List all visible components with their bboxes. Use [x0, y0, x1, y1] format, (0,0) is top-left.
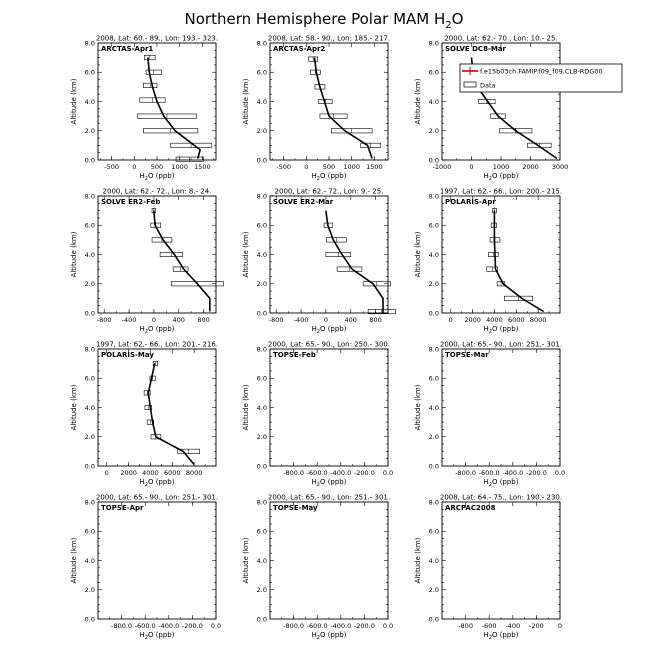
y-tick-label: 6.0	[428, 221, 439, 230]
x-axis-label	[140, 631, 175, 641]
x-axis-label-sub: 2	[144, 482, 148, 488]
y-tick-label: 6.0	[256, 527, 267, 536]
x-axis-label-h: H	[139, 631, 145, 639]
y-tick-label: 2.0	[256, 127, 267, 136]
x-tick-label: -800	[96, 316, 112, 324]
x-tick-label: -600.0	[134, 622, 156, 630]
panel-header: 1997, Lat: 62.- 66., Lon: 201.- 216.	[95, 340, 219, 349]
panel-header: 2000, Lat: 65.- 90., Lon: 251.- 301.	[95, 493, 219, 502]
y-axis-label: Altitude (km)	[242, 537, 250, 584]
panel-12	[414, 494, 562, 642]
y-axis-label: Altitude (km)	[70, 78, 78, 125]
y-axis-label: Altitude (km)	[242, 231, 250, 278]
y-tick-label: 2.0	[84, 586, 95, 595]
panel-header: 2008, Lat: 58.- 90., Lon: 185.- 217.	[267, 34, 391, 43]
y-tick-label: 8.0	[84, 498, 95, 507]
panel-header: 2008, Lat: 60.- 89., Lon: 193.- 323.	[95, 34, 219, 43]
x-tick-label: -800.0	[283, 469, 305, 477]
x-tick-label: -400	[505, 622, 521, 630]
x-axis-label-tail: O (ppb)	[491, 325, 519, 333]
panel-3	[414, 35, 568, 183]
x-tick-label: 1000	[492, 163, 510, 171]
x-tick-label: 0	[151, 316, 156, 324]
y-tick-label: 4.0	[84, 403, 95, 412]
plot-frame	[270, 502, 388, 619]
y-tick-label: 6.0	[84, 374, 95, 383]
x-axis-label	[484, 325, 519, 335]
figure-title-main: Northern Hemisphere Polar MAM H	[184, 10, 446, 28]
x-axis-label	[140, 325, 175, 335]
figure-title-sub: 2	[445, 20, 452, 31]
plot-frame	[270, 349, 388, 466]
x-tick-label: -800	[458, 622, 473, 630]
y-tick-label: 0.0	[84, 156, 95, 165]
panel-label: POLARIS-May	[101, 351, 154, 359]
y-axis-label: Altitude (km)	[414, 78, 422, 125]
x-tick-label: 3000	[551, 163, 569, 171]
x-axis-label-h: H	[483, 478, 489, 486]
panel-label: POLARIS-Apr	[445, 198, 496, 206]
y-tick-label: 6.0	[256, 374, 267, 383]
x-axis-label-tail: O (ppb)	[147, 478, 175, 486]
x-axis-label-tail: O (ppb)	[491, 172, 519, 180]
x-tick-label: -400.0	[330, 469, 352, 477]
x-axis-label-tail: O (ppb)	[491, 631, 519, 639]
x-tick-label: -600.0	[306, 469, 328, 477]
x-tick-label: -200.0	[181, 622, 203, 630]
y-tick-label: 6.0	[428, 68, 439, 77]
y-tick-label: 8.0	[428, 192, 439, 201]
x-axis-label-tail: O (ppb)	[147, 172, 175, 180]
x-axis-label-tail: O (ppb)	[319, 631, 347, 639]
panel-header: 2000, Lat: 62.- 72., Lon: 9.- 25.	[274, 187, 384, 196]
x-axis-label-sub: 2	[488, 176, 492, 182]
y-tick-label: 8.0	[256, 192, 267, 201]
panel-6	[414, 188, 562, 336]
x-axis-label	[484, 631, 519, 641]
x-axis-label-sub: 2	[316, 329, 320, 335]
x-axis-label	[312, 325, 347, 335]
y-tick-label: 6.0	[84, 221, 95, 230]
x-tick-label: 1000	[343, 163, 360, 171]
plot-frame	[442, 196, 560, 313]
panel-header: 2000, Lat: 62.- 72., Lon: 8.- 24.	[102, 187, 212, 196]
x-tick-label: 800	[197, 316, 210, 324]
y-tick-label: 4.0	[256, 97, 267, 106]
y-tick-label: 0.0	[256, 156, 267, 165]
x-axis-label-sub: 2	[316, 176, 320, 182]
y-axis-label: Altitude (km)	[414, 537, 422, 584]
y-tick-label: 2.0	[84, 433, 95, 442]
panel-10	[70, 494, 221, 642]
plot-frame	[98, 196, 216, 313]
x-tick-label: 0.0	[210, 622, 222, 630]
x-tick-label: 0.0	[382, 622, 394, 630]
x-tick-label: -400	[293, 316, 309, 324]
x-axis-label-tail: O (ppb)	[319, 172, 347, 180]
x-tick-label: -200.0	[353, 622, 375, 630]
panel-label: SOLVE ER2-Mar	[273, 198, 334, 206]
y-tick-label: 4.0	[428, 556, 439, 565]
y-tick-label: 6.0	[256, 68, 267, 77]
x-tick-label: 500	[150, 163, 164, 171]
y-tick-label: 8.0	[256, 345, 267, 354]
panels	[70, 35, 568, 642]
x-axis-label	[484, 478, 519, 488]
y-tick-label: 0.0	[256, 462, 267, 471]
x-tick-label: 0	[132, 163, 137, 171]
x-axis-label-h: H	[311, 172, 317, 180]
y-tick-label: 4.0	[256, 556, 267, 565]
x-tick-label: 0	[323, 316, 328, 324]
panel-header: 2000, Lat: 65.- 90., Lon: 250.- 300.	[267, 340, 391, 349]
x-tick-label: -200	[529, 622, 544, 630]
x-tick-label: -800.0	[111, 622, 133, 630]
plot-frame	[98, 349, 216, 466]
x-axis-label-h: H	[483, 325, 489, 333]
y-tick-label: 2.0	[428, 433, 439, 442]
y-tick-label: 8.0	[256, 39, 267, 48]
y-axis-label: Altitude (km)	[70, 537, 78, 584]
x-tick-label: 0	[448, 316, 453, 324]
y-axis-label: Altitude (km)	[414, 384, 422, 431]
x-axis-label	[312, 631, 347, 641]
panel-label: SOLVE ER2-Feb	[101, 198, 161, 206]
x-axis-label-tail: O (ppb)	[319, 325, 347, 333]
panel-label: ARCTAS-Apr1	[101, 45, 154, 53]
plot-frame	[98, 502, 216, 619]
x-axis-label	[484, 172, 519, 182]
y-tick-label: 0.0	[84, 462, 95, 471]
x-axis-label	[140, 172, 175, 182]
y-tick-label: 4.0	[428, 250, 439, 259]
x-axis-label-tail: O (ppb)	[319, 478, 347, 486]
x-tick-label: 4000	[486, 316, 503, 324]
y-tick-label: 8.0	[428, 39, 439, 48]
y-tick-label: 4.0	[84, 97, 95, 106]
y-tick-label: 4.0	[84, 250, 95, 259]
y-axis-label: Altitude (km)	[242, 78, 250, 125]
y-tick-label: 4.0	[428, 97, 439, 106]
x-tick-label: 0	[469, 163, 474, 171]
y-tick-label: 6.0	[84, 68, 95, 77]
x-axis-label-h: H	[311, 478, 317, 486]
y-tick-label: 2.0	[84, 280, 95, 289]
y-axis-label: Altitude (km)	[70, 231, 78, 278]
x-tick-label: -400.0	[330, 622, 352, 630]
y-tick-label: 6.0	[256, 221, 267, 230]
x-axis-label-h: H	[139, 478, 145, 486]
x-axis-label-sub: 2	[316, 635, 320, 641]
legend-data-label: Data	[480, 81, 496, 90]
x-tick-label: 0	[304, 163, 309, 171]
x-tick-label: -600.0	[306, 622, 328, 630]
panel-1	[70, 35, 218, 183]
x-tick-label: 1500	[194, 163, 211, 171]
y-tick-label: 6.0	[428, 527, 439, 536]
panel-label: SOLVE DC8-Mar	[445, 45, 506, 53]
panel-8	[242, 341, 393, 489]
x-tick-label: 0.0	[554, 469, 566, 477]
legend	[460, 64, 622, 92]
y-tick-label: 2.0	[256, 586, 267, 595]
panel-header: 2008, Lat: 64.- 75., Lon: 190.- 230.	[439, 493, 563, 502]
model-profile	[326, 211, 383, 313]
x-tick-label: 8000	[529, 316, 547, 324]
x-tick-label: -800.0	[455, 469, 477, 477]
x-tick-label: 1500	[366, 163, 383, 171]
panel-label: TOPSE-May	[273, 504, 318, 512]
x-tick-label: 2000	[464, 316, 481, 324]
x-tick-label: -800	[268, 316, 284, 324]
x-tick-label: 2000	[522, 163, 539, 171]
panel-label: ARCPAC2008	[445, 504, 496, 512]
y-tick-label: 2.0	[428, 127, 439, 136]
legend-model-label: f.e15b03ch.FAMIP.f09_f09.CLB-RDG00	[480, 67, 603, 76]
x-tick-label: 6000	[164, 469, 181, 477]
x-tick-label: -200.0	[525, 469, 547, 477]
x-tick-label: -500	[104, 163, 119, 171]
x-axis-label-sub: 2	[144, 635, 148, 641]
x-tick-label: -600	[481, 622, 497, 630]
y-tick-label: 0.0	[428, 156, 439, 165]
y-tick-label: 0.0	[256, 615, 267, 624]
y-axis-label: Altitude (km)	[414, 231, 422, 278]
plot-frame	[270, 196, 388, 313]
x-axis-label-tail: O (ppb)	[147, 631, 175, 639]
x-tick-label: -800.0	[283, 622, 305, 630]
y-tick-label: 0.0	[84, 309, 95, 318]
panel-7	[70, 341, 218, 489]
x-tick-label: 400	[344, 316, 357, 324]
x-tick-label: 800	[369, 316, 382, 324]
panel-header: 2000, Lat: 62.- 70., Lon: 10.- 25.	[444, 34, 558, 43]
y-tick-label: 8.0	[428, 498, 439, 507]
x-axis-label-h: H	[139, 325, 145, 333]
panel-9	[414, 341, 565, 489]
panel-header: 1997, Lat: 62.- 66., Lon: 200.- 215.	[439, 187, 563, 196]
x-axis-label-sub: 2	[144, 176, 148, 182]
y-tick-label: 8.0	[84, 192, 95, 201]
x-tick-label: -400	[121, 316, 137, 324]
x-tick-label: -400.0	[502, 469, 524, 477]
y-tick-label: 8.0	[84, 345, 95, 354]
figure-title-tail: O	[451, 10, 464, 28]
x-tick-label: 2000	[120, 469, 137, 477]
y-tick-label: 0.0	[256, 309, 267, 318]
x-tick-label: 6000	[508, 316, 525, 324]
model-profile	[494, 211, 543, 312]
x-tick-label: 1000	[171, 163, 188, 171]
y-tick-label: 0.0	[84, 615, 95, 624]
x-tick-label: 400	[172, 316, 185, 324]
y-tick-label: 0.0	[428, 309, 439, 318]
y-tick-label: 4.0	[428, 403, 439, 412]
x-axis-label-h: H	[483, 172, 489, 180]
panel-label: ARCTAS-Apr2	[273, 45, 326, 53]
y-tick-label: 6.0	[428, 374, 439, 383]
x-tick-label: -500	[276, 163, 291, 171]
x-tick-label: -1000	[432, 163, 452, 171]
y-axis-label: Altitude (km)	[70, 384, 78, 431]
x-tick-label: 8000	[185, 469, 203, 477]
x-axis-label-sub: 2	[316, 482, 320, 488]
plot-frame	[442, 349, 560, 466]
panel-label: TOPSE-Mar	[445, 351, 489, 359]
y-tick-label: 4.0	[256, 250, 267, 259]
panel-2	[242, 35, 390, 183]
x-axis-label-h: H	[139, 172, 145, 180]
x-tick-label: -600.0	[478, 469, 500, 477]
panel-header: 2000, Lat: 65.- 90., Lon: 251.- 301.	[439, 340, 563, 349]
x-tick-label: 0.0	[382, 469, 394, 477]
panel-11	[242, 494, 393, 642]
y-tick-label: 8.0	[256, 498, 267, 507]
x-tick-label: 4000	[142, 469, 159, 477]
y-tick-label: 2.0	[256, 280, 267, 289]
y-tick-label: 4.0	[256, 403, 267, 412]
x-axis-label	[312, 478, 347, 488]
x-axis-label-sub: 2	[488, 482, 492, 488]
x-axis-label-h: H	[311, 631, 317, 639]
y-tick-label: 2.0	[428, 280, 439, 289]
x-axis-label-sub: 2	[488, 635, 492, 641]
y-tick-label: 8.0	[428, 345, 439, 354]
y-tick-label: 2.0	[256, 433, 267, 442]
plot-frame	[442, 43, 560, 160]
x-axis-label-sub: 2	[488, 329, 492, 335]
x-axis-label-h: H	[483, 631, 489, 639]
x-axis-label-sub: 2	[144, 329, 148, 335]
x-axis-label-tail: O (ppb)	[147, 325, 175, 333]
model-profile	[154, 211, 210, 312]
y-tick-label: 6.0	[84, 527, 95, 536]
panel-5	[242, 188, 395, 336]
plot-frame	[442, 502, 560, 619]
y-tick-label: 0.0	[428, 615, 439, 624]
x-axis-label	[312, 172, 347, 182]
x-axis-label-tail: O (ppb)	[491, 478, 519, 486]
y-tick-label: 2.0	[84, 127, 95, 136]
x-tick-label: 0	[104, 469, 109, 477]
panel-4	[70, 188, 223, 336]
model-profile	[315, 58, 373, 159]
y-axis-label: Altitude (km)	[242, 384, 250, 431]
x-tick-label: -200.0	[353, 469, 375, 477]
x-tick-label: 0	[557, 622, 563, 630]
figure-title	[185, 10, 464, 31]
y-tick-label: 8.0	[84, 39, 95, 48]
panel-label: TOPSE-Feb	[273, 351, 316, 359]
x-axis-label	[140, 478, 175, 488]
x-axis-label-h: H	[311, 325, 317, 333]
plot-frame	[270, 43, 388, 160]
panel-header: 2000, Lat: 65.- 90., Lon: 251.- 301.	[267, 493, 391, 502]
panel-label: TOPSE-Apr	[101, 504, 144, 512]
y-tick-label: 2.0	[428, 586, 439, 595]
y-tick-label: 0.0	[428, 462, 439, 471]
y-tick-label: 4.0	[84, 556, 95, 565]
x-tick-label: -400.0	[158, 622, 180, 630]
x-tick-label: 500	[322, 163, 336, 171]
